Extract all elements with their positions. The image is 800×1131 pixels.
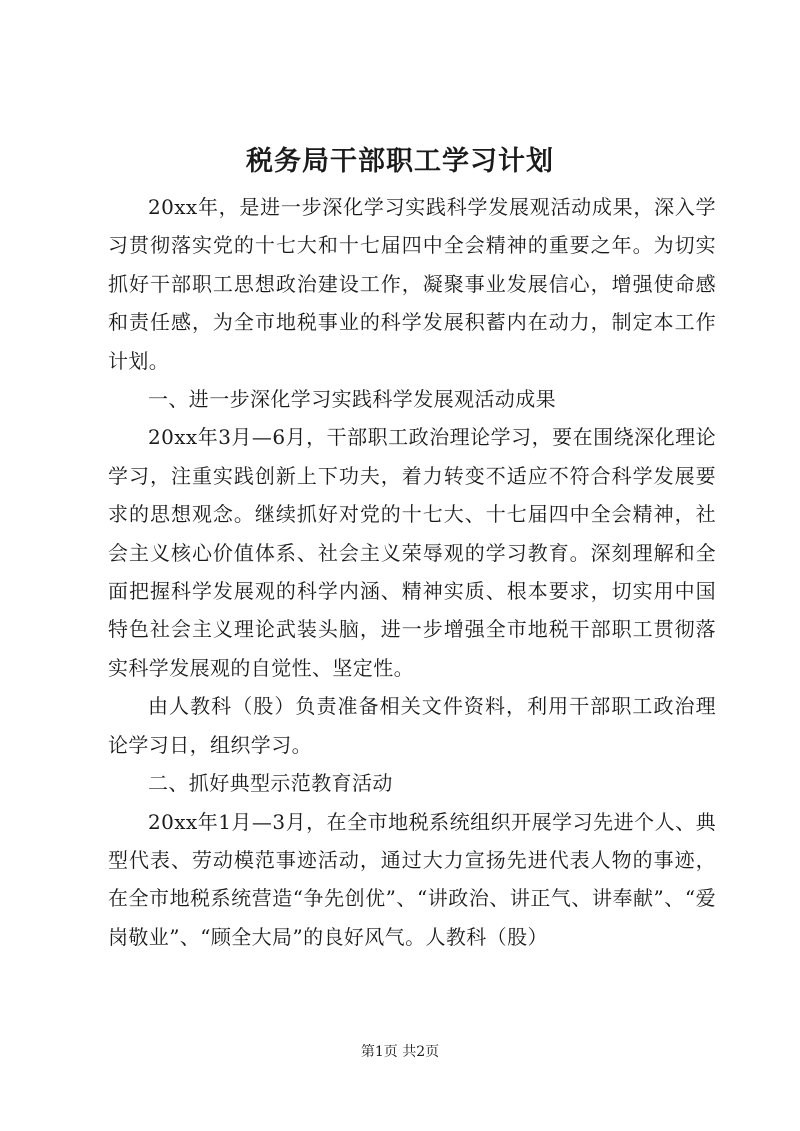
document-body bbox=[108, 188, 716, 956]
intro-paragraph: 20xx年，是进一步深化学习实践科学发展观活动成果，深入学习贯彻落实党的十七大和十七届四中全会精神的重要之年。为切实抓好干部职工思想政治建设工作，凝聚事业发展信心，增强使命感和责任感，为全市地税事业的科学发展积蓄内在动力，制定本工作计划。 bbox=[108, 195, 716, 373]
page-number: 第1页 共2页 bbox=[360, 1044, 440, 1060]
section-2-paragraph: 20xx年1月—3月，在全市地税系统组织开展学习先进个人、典型代表、劳动模范事迹活动，通过大力宣扬先进代表人物的事迹，在全市地税系统营造“争先创优”、“讲政治、讲正气、讲奉献”、“爱岗敬业”、“顾全大局”的良好风气。人教科（股） bbox=[108, 809, 716, 949]
section-1-note: 由人教科（股）负责准备相关文件资料，利用干部职工政治理论学习日，组织学习。 bbox=[108, 694, 716, 757]
section-heading-2: 二、抓好典型示范教育活动 bbox=[148, 771, 393, 796]
document-title: 税务局干部职工学习计划 bbox=[246, 146, 554, 177]
section-1-paragraph: 20xx年3月—6月，干部职工政治理论学习，要在围绕深化理论学习，注重实践创新上下功夫，着力转变不适应不符合科学发展要求的思想观念。继续抓好对党的十七大、十七届四中全会精神，社会主义核心价值体系、社会主义荣辱观的学习教育。深刻理解和全面把握科学发展观的科学内涵、精神实质、根本要求，切实用中国特色社会主义理论武装头脑，进一步增强全市地税干部职工贯彻落实科学发展观的自觉性、坚定性。 bbox=[108, 425, 716, 680]
section-heading-1: 一、进一步深化学习实践科学发展观活动成果 bbox=[148, 387, 556, 412]
